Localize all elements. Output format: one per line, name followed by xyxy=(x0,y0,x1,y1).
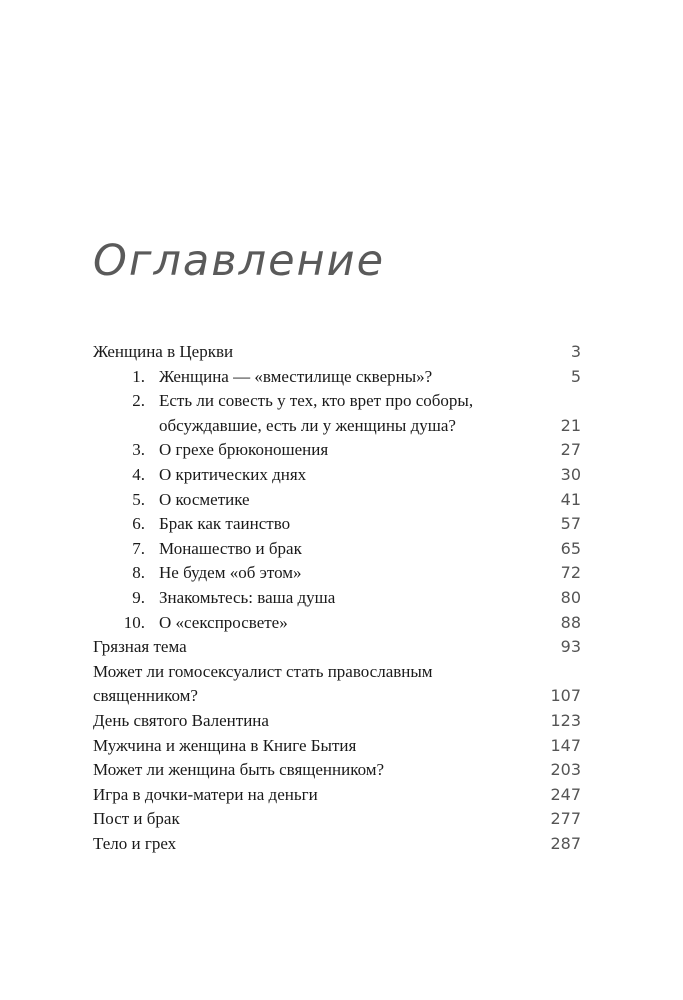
toc-entry-label: Грязная тема xyxy=(93,637,187,657)
toc-entry-number: 8. xyxy=(132,563,145,583)
toc-entry xyxy=(93,463,581,488)
toc-entry xyxy=(93,709,581,734)
toc-entry-main xyxy=(93,365,561,390)
toc-entry-page-number: 57 xyxy=(560,514,581,534)
toc-entry-number: 2. xyxy=(132,391,145,411)
toc-entry-label: День святого Валентина xyxy=(93,710,269,730)
toc-entry-label: О грехе брюконошения xyxy=(159,440,329,460)
toc-entry xyxy=(93,438,581,463)
toc-entry-page-number: 287 xyxy=(550,833,581,853)
toc-entry-number: 5. xyxy=(132,489,145,509)
toc-entry-label: Женщина — «вместилище скверны»? xyxy=(159,366,433,386)
toc-entry-page-number: 107 xyxy=(550,686,581,706)
toc-entry-label: Брак как таинство xyxy=(159,514,291,534)
toc-entry xyxy=(93,758,581,783)
toc-entry xyxy=(93,807,581,832)
toc-entry xyxy=(93,389,581,438)
toc-entry-main xyxy=(93,758,540,783)
toc-entry-label: Не будем «об этом» xyxy=(159,563,302,583)
toc-entry-number: 3. xyxy=(132,440,145,460)
toc-entry-label: Есть ли совесть у тех, кто врет про соборы, обсуждавшие, есть ли у женщины душа? xyxy=(159,391,474,435)
toc-entry-label: Мужчина и женщина в Книге Бытия xyxy=(93,735,357,755)
toc-entry-main xyxy=(93,709,540,734)
toc-entry-label: О критических днях xyxy=(159,464,307,484)
toc-entry-main xyxy=(93,537,551,562)
toc-entry-page-number: 88 xyxy=(560,612,581,632)
toc-entry-page-number: 247 xyxy=(550,784,581,804)
toc-entry-main xyxy=(93,340,561,365)
toc-entry-main xyxy=(93,807,540,832)
toc-entry-main xyxy=(93,611,551,636)
toc-entry-main xyxy=(93,438,551,463)
toc-entry xyxy=(93,783,581,808)
toc-entry-page-number: 93 xyxy=(560,637,581,657)
toc-entry-main xyxy=(93,561,551,586)
toc-entry-main xyxy=(93,660,540,709)
toc-entry-page-number: 21 xyxy=(560,415,581,435)
toc-entry-page-number: 203 xyxy=(550,760,581,780)
toc-entry-label: Монашество и брак xyxy=(159,538,302,558)
toc-entry-number: 6. xyxy=(132,514,145,534)
toc-entry xyxy=(93,365,581,390)
toc-entry-number: 9. xyxy=(132,587,145,607)
toc-entry xyxy=(93,488,581,513)
toc-entry-label: Женщина в Церкви xyxy=(93,342,234,361)
toc-entry-label: О косметике xyxy=(159,489,250,509)
toc-entry-page-number: 65 xyxy=(560,538,581,558)
toc-entry xyxy=(93,611,581,636)
toc-entry-page-number: 30 xyxy=(560,464,581,484)
toc-entry-page-number: 123 xyxy=(550,710,581,730)
toc-entry-label: Может ли гомосексуалист стать православным священником? xyxy=(93,661,433,706)
toc-entry-main xyxy=(93,586,551,611)
toc-entry xyxy=(93,340,581,365)
toc-entry-number: 1. xyxy=(132,366,145,386)
toc-entry xyxy=(93,537,581,562)
toc-entry xyxy=(93,832,581,857)
toc-entry-label: Может ли женщина быть священником? xyxy=(93,760,385,780)
table-of-contents xyxy=(93,340,581,856)
toc-entry-number: 4. xyxy=(132,464,145,484)
toc-entry xyxy=(93,734,581,759)
toc-entry xyxy=(93,660,581,709)
toc-entry-main xyxy=(93,734,540,759)
toc-entry-label: О «секспросвете» xyxy=(159,612,288,632)
toc-entry-page-number: 277 xyxy=(550,809,581,829)
toc-entry xyxy=(93,512,581,537)
toc-entry-main xyxy=(93,463,551,488)
toc-entry-page-number: 5 xyxy=(570,366,581,386)
toc-entry-number: 10. xyxy=(123,612,145,632)
toc-entry-main xyxy=(93,488,551,513)
toc-entry-main xyxy=(93,389,551,438)
toc-entry-page-number: 27 xyxy=(560,440,581,460)
toc-entry-page-number: 3 xyxy=(570,342,581,361)
toc-entry-label: Знакомьтесь: ваша душа xyxy=(159,587,336,607)
toc-entry xyxy=(93,635,581,660)
toc-entry-main xyxy=(93,832,540,857)
page-title: Оглавление xyxy=(93,236,386,286)
toc-entry-page-number: 80 xyxy=(560,587,581,607)
toc-entry-main xyxy=(93,512,551,537)
toc-entry-label: Игра в дочки-матери на деньги xyxy=(93,784,318,804)
toc-entry-label: Пост и брак xyxy=(93,809,180,829)
toc-entry-main xyxy=(93,783,540,808)
toc-entry xyxy=(93,586,581,611)
toc-entry-page-number: 72 xyxy=(560,563,581,583)
toc-entry-main xyxy=(93,635,551,660)
toc-entry-page-number: 41 xyxy=(560,489,581,509)
toc-entry xyxy=(93,561,581,586)
toc-entry-label: Тело и грех xyxy=(93,833,177,853)
toc-entry-page-number: 147 xyxy=(550,735,581,755)
toc-entry-number: 7. xyxy=(132,538,145,558)
